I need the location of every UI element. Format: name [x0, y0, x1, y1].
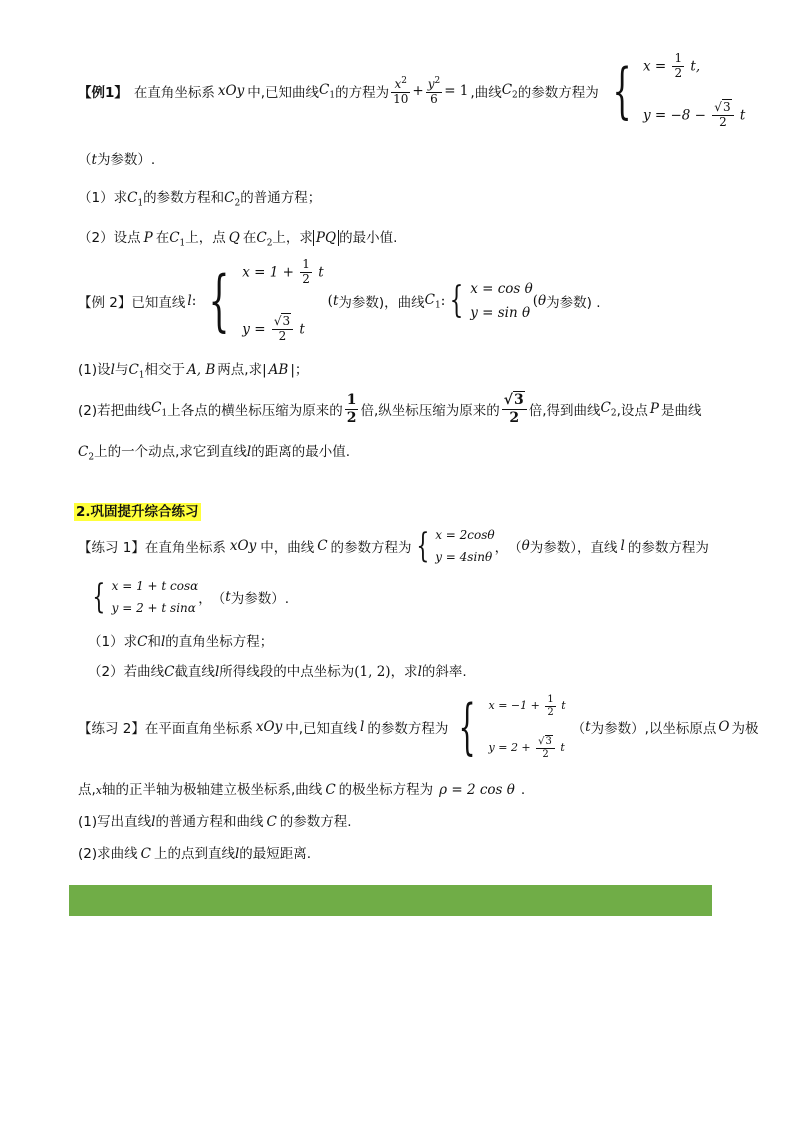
ex2-question-1: (1)设l与$C_1$相交于 A, B 两点,求| AB |； [78, 362, 309, 381]
ex2-curve-system: { x = cos θ y = sin θ [449, 280, 533, 321]
ex2-statement: 【例 2】已知直线 l : { x = 1 + $\frac{1}{2}$ t y = $\frac{√3}{2}$ t ( t 为参数)，曲线 $C_1$ : { x = cos θ y = sin θ ( θ 为参数) . [78, 257, 601, 344]
ex1-mid1: 中,已知曲线 [247, 85, 320, 101]
ex1-sys-y: y = −8 − $\frac{√3}{2}$ t [642, 100, 746, 130]
ex2-question-2-cont: $C_2$上的一个动点,求它到直线l的距离的最小值. [78, 444, 350, 463]
ex1-mid4: 的参数方程为 [517, 85, 599, 101]
pr2-question-1: (1)写出直线l的普通方程和曲线 C 的参数方程. [78, 814, 352, 830]
pr2-statement-cont: 点,x轴的正半轴为极轴建立极坐标系,曲线 C 的极坐标方程为 ρ = 2 cos θ . [78, 782, 526, 798]
ex1-mid2: 的方程为 [335, 85, 390, 101]
pr2-question-2: (2)求曲线 C 上的点到直线l的最短距离. [78, 846, 312, 862]
ex1-plus: + [412, 83, 424, 99]
ex1-c1: $C_1$ [319, 81, 336, 101]
ex1-sys-x: x = $\frac{1}{2}$ t, [642, 51, 701, 80]
ex1-mid3: ,曲线 [470, 85, 502, 101]
pr1-statement: 【练习 1】在直角坐标系 xOy 中，曲线 C 的参数方程为 { x = 2cosθ y = 4sinθ ， （ θ 为参数），直线 l 的参数方程为 [78, 526, 709, 566]
ex1-question-2: （2）设点 P 在$C_1$上，点 Q 在$C_2$上，求 PQ 的最小值. [78, 230, 398, 249]
ex1-statement [78, 50, 745, 132]
ex2-line-system: { x = 1 + $\frac{1}{2}$ t y = $\frac{√3}{2}$ t [208, 257, 324, 344]
pr1-question-2: （2）若曲线C截直线l所得线段的中点坐标为(1, 2)，求l的斜率. [88, 664, 467, 680]
ex1-eq-x-frac: $\frac{x^2}{10}$ [393, 75, 409, 106]
ex1-eq-rhs: = 1 [444, 83, 469, 99]
ex2-question-2: (2)若把曲线 $C_1$ 上各点的横坐标压缩为原来的 $\frac{1}{2}$ 倍,纵坐标压缩为原来的 $\frac{√3}{2}$ 倍,得到曲线 $C_2$ ,设点 P 是曲线 [78, 392, 702, 426]
ex1-question-1: （1）求$C_1$的参数方程和$C_2$的普通方程； [78, 190, 322, 209]
ex1-label: 【例1】 [78, 85, 128, 101]
section-title: 2.巩固提升综合练习 [76, 504, 199, 520]
section-divider-bar [69, 885, 712, 916]
ex1-param-note: （t为参数）. [78, 152, 156, 168]
ex2-label: 【例 2】已知直线 [78, 295, 186, 311]
ex1-intro: 在直角坐标系 [133, 85, 215, 101]
pr1-curve-system: { x = 2cosθ y = 4sinθ [415, 526, 495, 566]
pr1-question-1: （1）求C和l的直角坐标方程； [88, 634, 274, 650]
pr1-line-system-row: { x = 1 + t cosα y = 2 + t sinα ， （ t 为参数）. [88, 578, 289, 616]
pr2-line-system: { x = −1 + $\frac{1}{2}$ t y = 2 + $\frac{√3}{2}$ t [458, 692, 566, 762]
ex1-c2: $C_2$ [501, 81, 518, 101]
ex1-eq-y-frac: $\frac{y^2}{6}$ [427, 75, 441, 106]
ex1-coord: xOy [217, 83, 245, 99]
pr2-statement: 【练习 2】在平面直角坐标系 xOy 中,已知直线 l 的参数方程为 { x = −1 + $\frac{1}{2}$ t y = 2 + $\frac{√3}{2}$ t （ t 为参数）,以坐标原点 O 为极 [78, 692, 759, 762]
pr1-line-system: { x = 1 + t cosα y = 2 + t sinα [92, 577, 199, 617]
ex1-param-system: { x = $\frac{1}{2}$ t, y = −8 − $\frac{√3}{2}$ t [612, 51, 746, 130]
